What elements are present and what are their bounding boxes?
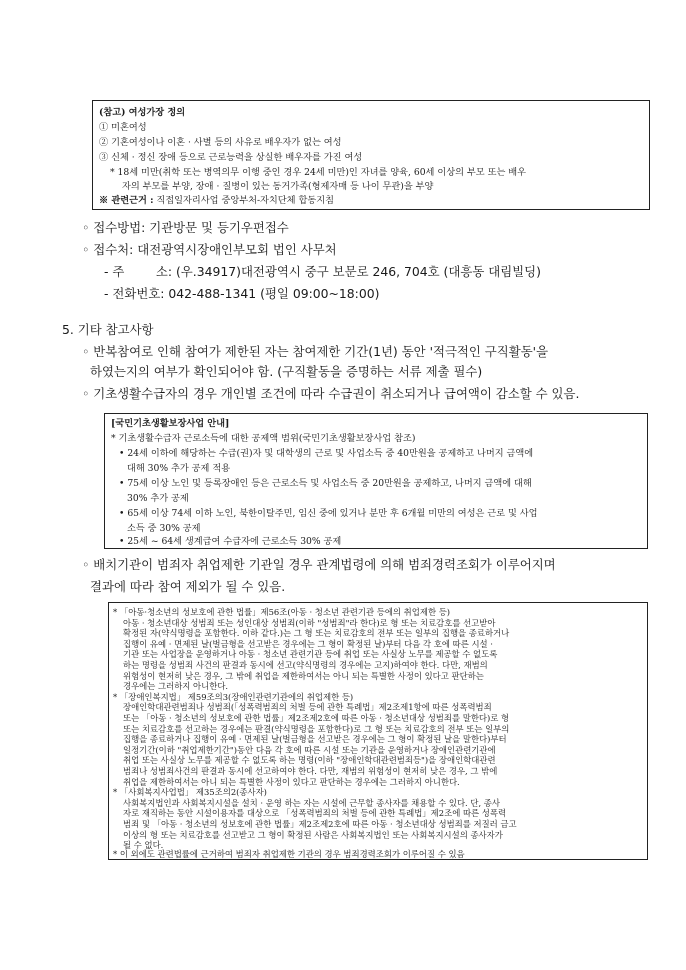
law-line: 취업 또는 사실상 노무를 제공할 수 없도록 하는 명령(이하 "장애인학대관련범죄등")을 장애인학대관련	[123, 755, 496, 766]
law-line: 자로 재직하는 동안 시설이용자를 대상으로 「성폭력범죄의 처벌 등에 관한 특례법」제2조에 따른 성폭력	[123, 808, 507, 819]
reception-method: ◦ 접수방법: 기관방문 및 등기우편접수	[82, 220, 289, 235]
basic-livelihood-info-box	[104, 413, 648, 549]
law-line: 기관 또는 사업장을 운영하거나 아동 · 청소년 관련기관 등에 취업 또는 사실상 노무를 제공할 수 없도록	[123, 649, 498, 660]
law-line: * 「장애인복지법」 제59조의3(장애인관련기관에의 취업제한 등)	[113, 691, 354, 702]
law-line: 사회복지법인과 사회복지시설을 설치 · 운영 하는 자는 시설에 근무할 종사자를 채용할 수 있다. 단, 종사	[123, 797, 500, 808]
female-householder-definition-box	[92, 100, 650, 210]
basis-text: 직접일자리사업 중앙부처-자치단체 합동지침	[153, 195, 334, 206]
section-title: 5. 기타 참고사항	[62, 322, 154, 337]
basis-line	[99, 194, 334, 208]
paragraph-line: ◦ 기초생활수급자의 경우 개인별 조건에 따라 수급권이 취소되거나 급여액이 감소할 수 있음.	[82, 386, 580, 401]
info-line: 소득 중 30% 공제	[127, 523, 201, 534]
info-line: * 기초생활수급자 근로소득에 대한 공제액 범위(국민기초생활보장사업 참조)	[111, 433, 416, 444]
definition-item: ③ 신체 · 정신 장애 등으로 근로능력을 상실한 배우자를 가진 여성	[99, 152, 363, 163]
paragraph-line: 하였는지의 여부가 확인되어야 함. (구직활동을 증명하는 서류 제출 필수)	[90, 364, 483, 379]
paragraph-line: 결과에 따라 참여 제외가 될 수 있음.	[90, 579, 286, 594]
reception-phone: - 전화번호: 042-488-1341 (평일 09:00~18:00)	[104, 286, 380, 301]
law-line: 아동 · 청소년대상 성범죄 또는 성인대상 성범죄(이하 "성범죄"라 한다)로 형 또는 치료감호를 선고받아	[123, 617, 496, 628]
reception-address: - 주 소: (우.34917)대전광역시 중구 보문로 246, 704호 (대흥동 대림빌딩)	[104, 264, 541, 279]
law-line: 하는 명령을 성범죄 사건의 판결과 동시에 선고(약식명령의 경우에는 고지)하여야 한다. 다만, 재범의	[123, 660, 488, 670]
law-line: 이상의 형 또는 치료감호를 선고받고 그 형이 확정된 사람은 사회복지법인 또는 사회복지시설의 종사자가	[123, 829, 503, 840]
definition-item: ① 미혼여성	[99, 122, 147, 133]
law-line: * 이 외에도 관련법률에 근거하여 범죄자 취업제한 기관의 경우 범죄경력조회가 이루어질 수 있음	[113, 849, 465, 859]
law-line: 위험성이 현저히 낮은 경우, 그 밖에 취업을 제한하여서는 아니 되는 특별한 사정이 있다고 판단하는	[123, 670, 484, 681]
info-line: 30% 추가 공제	[127, 493, 189, 504]
law-line: 범죄 및 「아동 · 청소년의 성보호에 관한 법률」제2조제2호에 따른 아동 · 청소년대상 성범죄를 저질러 금고	[123, 819, 517, 829]
reception-place: ◦ 접수처: 대전광역시장애인부모회 법인 사무처	[82, 242, 337, 257]
law-line: 취업을 제한하여서는 아니 되는 특별한 사정이 있다고 판단하는 경우에는 그러하지 아니한다.	[123, 776, 460, 787]
definition-note-continued: 자의 부모를 부양, 장애 · 질병이 있는 동거가족(형제자매 등 나이 무관)을 부양	[122, 181, 434, 192]
info-line: • 65세 이상 74세 이하 노인, 북한이탈주민, 임신 중에 있거나 분만 후 6개월 미만의 여성은 근로 및 사업	[119, 508, 538, 519]
law-line: 집행이 유예 · 면제된 날(벌금형을 선고받은 경우에는 그 형이 확정된 날)부터 다음 각 호에 따른 시설 ·	[123, 638, 493, 649]
related-law-box	[108, 602, 648, 860]
box-title: (참고) 여성가장 정의	[99, 107, 186, 118]
info-line: • 75세 이상 노인 및 등록장애인 등은 근로소득 및 사업소득 중 20만원을 공제하고, 나머지 금액에 대해	[119, 478, 532, 489]
info-line: • 25세 ~ 64세 생계급여 수급자에 근로소득 30% 공제	[119, 536, 342, 547]
law-line: * 「사회복지사업법」 제35조의2(종사자)	[113, 787, 267, 798]
law-line: 경우에는 그러하지 아니한다.	[123, 681, 229, 692]
law-line: * 「아동·청소년의 성보호에 관한 법률」제56조(아동 · 청소년 관련기관 등에의 취업제한 등)	[113, 607, 451, 617]
law-line: 될 수 없다.	[123, 840, 164, 851]
info-line: • 24세 이하에 해당하는 수급(권)자 및 대학생의 근로 및 사업소득 중 40만원을 공제하고 나머지 금액에	[119, 448, 534, 459]
law-line: 일정기간(이하 "취업제한기간")동안 다음 각 호에 따른 시설 또는 기관을 운영하거나 장애인관련기관에	[123, 744, 496, 755]
law-line: 또는 치료감호를 선고하는 경우에는 판결(약식명령을 포함한다)로 그 형 또는 치료감호의 전부 또는 일부의	[123, 723, 510, 734]
info-line: 대해 30% 추가 공제 적용	[127, 463, 231, 474]
law-line: 범죄나 성범죄사건의 판결과 동시에 선고하여야 한다. 다만, 재범의 위험성이 현저히 낮은 경우, 그 밖에	[123, 766, 498, 776]
box-title: [국민기초생활보장사업 안내]	[111, 418, 230, 429]
definition-item: ② 기혼여성이나 이혼 · 사별 등의 사유로 배우자가 없는 여성	[99, 137, 342, 148]
law-line: 확정된 자(약식명령을 포함한다. 이하 같다.)는 그 형 또는 치료감호의 전부 또는 일부의 집행을 종료하거나	[123, 628, 510, 639]
paragraph-line: ◦ 배치기관이 범죄자 취업제한 기관일 경우 관계법령에 의해 범죄경력조회가 이루어지며	[82, 557, 556, 572]
law-line: 집행을 종료하거나 집행이 유예 · 면제된 날(벌금형을 선고받은 경우에는 그 형이 확정된 날을 말한다)부터	[123, 734, 507, 745]
definition-note: * 18세 미만(취학 또는 병역의무 이행 중인 경우 24세 미만)인 자녀를 양육, 60세 이상의 부모 또는 배우	[110, 167, 526, 178]
law-line: 장애인학대관련범죄나 성범죄(「성폭력범죄의 처벌 등에 관한 특례법」제2조제1항에 따른 성폭력범죄	[123, 702, 492, 713]
law-line: 또는 「아동 · 청소년의 성보호에 관한 법률」제2조제2호에 따른 아동 · 청소년대상 성범죄를 말한다)로 형	[123, 713, 510, 723]
paragraph-line: ◦ 반복참여로 인해 참여가 제한된 자는 참여제한 기간(1년) 동안 '적극적인 구직활동'을	[82, 344, 549, 359]
basis-label: ※ 관련근거 :	[99, 195, 154, 206]
